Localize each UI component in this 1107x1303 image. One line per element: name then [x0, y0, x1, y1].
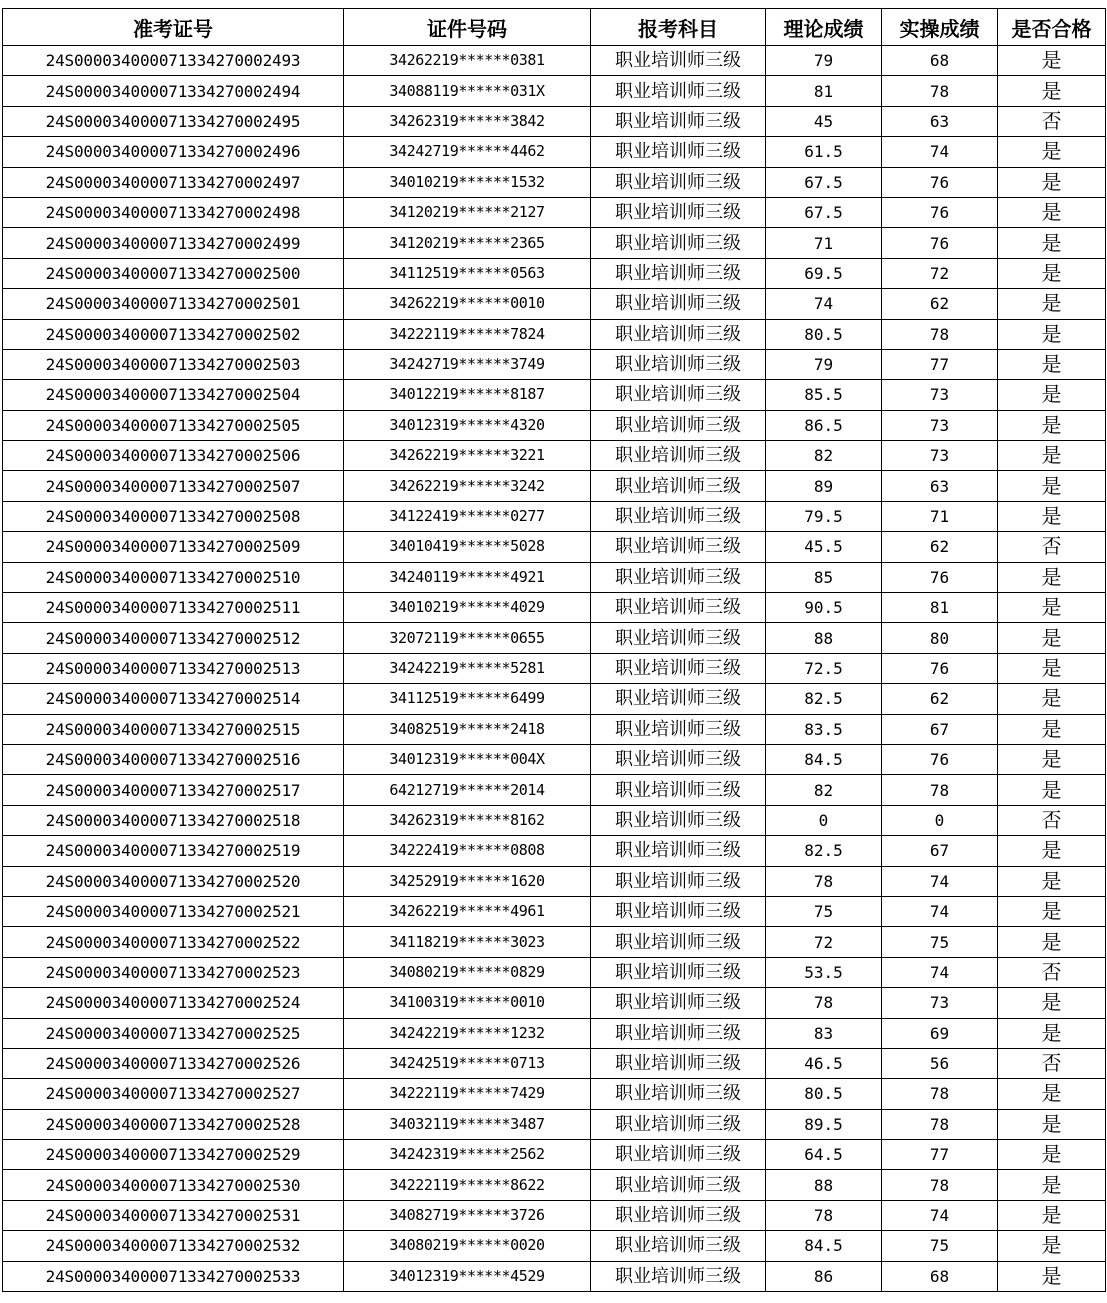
cell-practical-score: 71 — [882, 501, 998, 531]
cell-id-number: 34222419******0808 — [344, 836, 591, 866]
cell-practical-score: 74 — [882, 137, 998, 167]
cell-theory-score: 75 — [766, 896, 882, 926]
cell-practical-score: 76 — [882, 744, 998, 774]
table-row — [3, 927, 1106, 957]
cell-id-number: 34010219******4029 — [344, 593, 591, 623]
cell-subject: 职业培训师三级 — [591, 623, 766, 653]
table-row — [3, 289, 1106, 319]
cell-ticket-number: 24S000034000071334270002499 — [3, 228, 344, 258]
cell-pass-status: 是 — [998, 836, 1106, 866]
cell-id-number: 34120219******2365 — [344, 228, 591, 258]
cell-theory-score: 89 — [766, 471, 882, 501]
cell-id-number: 34088119******031X — [344, 76, 591, 106]
cell-theory-score: 79 — [766, 349, 882, 379]
table-row — [3, 167, 1106, 197]
cell-practical-score: 77 — [882, 1140, 998, 1170]
cell-theory-score: 84.5 — [766, 1231, 882, 1261]
cell-ticket-number: 24S000034000071334270002528 — [3, 1109, 344, 1139]
cell-ticket-number: 24S000034000071334270002502 — [3, 319, 344, 349]
table-row — [3, 896, 1106, 926]
cell-ticket-number: 24S000034000071334270002511 — [3, 593, 344, 623]
cell-ticket-number: 24S000034000071334270002520 — [3, 866, 344, 896]
cell-ticket-number: 24S000034000071334270002523 — [3, 957, 344, 987]
cell-practical-score: 78 — [882, 1170, 998, 1200]
cell-subject: 职业培训师三级 — [591, 471, 766, 501]
cell-theory-score: 79.5 — [766, 501, 882, 531]
cell-id-number: 64212719******2014 — [344, 775, 591, 805]
table-row — [3, 46, 1106, 76]
cell-theory-score: 78 — [766, 866, 882, 896]
cell-ticket-number: 24S000034000071334270002501 — [3, 289, 344, 319]
cell-theory-score: 71 — [766, 228, 882, 258]
cell-pass-status: 是 — [998, 471, 1106, 501]
table-row — [3, 593, 1106, 623]
cell-practical-score: 62 — [882, 684, 998, 714]
cell-id-number: 34122419******0277 — [344, 501, 591, 531]
cell-pass-status: 是 — [998, 410, 1106, 440]
cell-practical-score: 0 — [882, 805, 998, 835]
cell-pass-status: 是 — [998, 441, 1106, 471]
header-ticket-number: 准考证号 — [3, 9, 344, 46]
table-row — [3, 1261, 1106, 1291]
cell-theory-score: 72 — [766, 927, 882, 957]
table-row — [3, 349, 1106, 379]
cell-practical-score: 67 — [882, 714, 998, 744]
cell-id-number: 34032119******3487 — [344, 1109, 591, 1139]
cell-pass-status: 是 — [998, 866, 1106, 896]
cell-ticket-number: 24S000034000071334270002494 — [3, 76, 344, 106]
cell-subject: 职业培训师三级 — [591, 1140, 766, 1170]
cell-subject: 职业培训师三级 — [591, 441, 766, 471]
cell-practical-score: 76 — [882, 228, 998, 258]
cell-pass-status: 是 — [998, 714, 1106, 744]
cell-ticket-number: 24S000034000071334270002514 — [3, 684, 344, 714]
cell-theory-score: 86 — [766, 1261, 882, 1291]
cell-ticket-number: 24S000034000071334270002521 — [3, 896, 344, 926]
cell-theory-score: 80.5 — [766, 1079, 882, 1109]
cell-subject: 职业培训师三级 — [591, 714, 766, 744]
cell-practical-score: 68 — [882, 46, 998, 76]
cell-theory-score: 85 — [766, 562, 882, 592]
cell-practical-score: 73 — [882, 988, 998, 1018]
table-row — [3, 836, 1106, 866]
cell-pass-status: 是 — [998, 380, 1106, 410]
cell-subject: 职业培训师三级 — [591, 532, 766, 562]
cell-practical-score: 78 — [882, 1109, 998, 1139]
table-row — [3, 775, 1106, 805]
table-row — [3, 76, 1106, 106]
cell-theory-score: 45 — [766, 106, 882, 136]
cell-practical-score: 56 — [882, 1048, 998, 1078]
table-row — [3, 1079, 1106, 1109]
cell-ticket-number: 24S000034000071334270002533 — [3, 1261, 344, 1291]
cell-pass-status: 是 — [998, 896, 1106, 926]
cell-theory-score: 80.5 — [766, 319, 882, 349]
table-row — [3, 1018, 1106, 1048]
cell-practical-score: 73 — [882, 410, 998, 440]
cell-id-number: 34112519******6499 — [344, 684, 591, 714]
cell-id-number: 34240119******4921 — [344, 562, 591, 592]
cell-pass-status: 是 — [998, 623, 1106, 653]
cell-ticket-number: 24S000034000071334270002531 — [3, 1200, 344, 1230]
cell-subject: 职业培训师三级 — [591, 197, 766, 227]
cell-ticket-number: 24S000034000071334270002503 — [3, 349, 344, 379]
cell-ticket-number: 24S000034000071334270002507 — [3, 471, 344, 501]
cell-ticket-number: 24S000034000071334270002505 — [3, 410, 344, 440]
cell-subject: 职业培训师三级 — [591, 775, 766, 805]
cell-theory-score: 53.5 — [766, 957, 882, 987]
cell-id-number: 34262219******0010 — [344, 289, 591, 319]
cell-ticket-number: 24S000034000071334270002522 — [3, 927, 344, 957]
table-header — [3, 9, 1106, 46]
cell-subject: 职业培训师三级 — [591, 1261, 766, 1291]
cell-theory-score: 90.5 — [766, 593, 882, 623]
table-row — [3, 501, 1106, 531]
cell-pass-status: 是 — [998, 228, 1106, 258]
table-row — [3, 1200, 1106, 1230]
cell-practical-score: 74 — [882, 957, 998, 987]
cell-ticket-number: 24S000034000071334270002498 — [3, 197, 344, 227]
cell-ticket-number: 24S000034000071334270002513 — [3, 653, 344, 683]
cell-pass-status: 是 — [998, 653, 1106, 683]
cell-id-number: 34262319******8162 — [344, 805, 591, 835]
cell-subject: 职业培训师三级 — [591, 1231, 766, 1261]
cell-subject: 职业培训师三级 — [591, 1048, 766, 1078]
cell-ticket-number: 24S000034000071334270002529 — [3, 1140, 344, 1170]
cell-pass-status: 是 — [998, 988, 1106, 1018]
cell-theory-score: 67.5 — [766, 197, 882, 227]
cell-subject: 职业培训师三级 — [591, 1018, 766, 1048]
cell-practical-score: 78 — [882, 775, 998, 805]
cell-id-number: 34082719******3726 — [344, 1200, 591, 1230]
cell-pass-status: 是 — [998, 137, 1106, 167]
cell-ticket-number: 24S000034000071334270002496 — [3, 137, 344, 167]
cell-id-number: 34222119******7429 — [344, 1079, 591, 1109]
table-row — [3, 988, 1106, 1018]
cell-ticket-number: 24S000034000071334270002527 — [3, 1079, 344, 1109]
header-pass-status: 是否合格 — [998, 9, 1106, 46]
cell-theory-score: 84.5 — [766, 744, 882, 774]
cell-theory-score: 86.5 — [766, 410, 882, 440]
cell-practical-score: 77 — [882, 349, 998, 379]
cell-pass-status: 是 — [998, 289, 1106, 319]
cell-subject: 职业培训师三级 — [591, 76, 766, 106]
cell-subject: 职业培训师三级 — [591, 228, 766, 258]
cell-pass-status: 是 — [998, 46, 1106, 76]
table-row — [3, 1048, 1106, 1078]
cell-pass-status: 是 — [998, 1231, 1106, 1261]
cell-theory-score: 74 — [766, 289, 882, 319]
table-row — [3, 805, 1106, 835]
cell-pass-status: 是 — [998, 562, 1106, 592]
cell-pass-status: 是 — [998, 349, 1106, 379]
table-row — [3, 653, 1106, 683]
cell-theory-score: 88 — [766, 623, 882, 653]
table-row — [3, 623, 1106, 653]
cell-id-number: 34012319******4529 — [344, 1261, 591, 1291]
cell-subject: 职业培训师三级 — [591, 896, 766, 926]
table-row — [3, 197, 1106, 227]
header-theory-score: 理论成绩 — [766, 9, 882, 46]
cell-practical-score: 80 — [882, 623, 998, 653]
cell-theory-score: 46.5 — [766, 1048, 882, 1078]
table-row — [3, 866, 1106, 896]
cell-subject: 职业培训师三级 — [591, 927, 766, 957]
cell-id-number: 34080219******0020 — [344, 1231, 591, 1261]
table-row — [3, 684, 1106, 714]
cell-theory-score: 67.5 — [766, 167, 882, 197]
cell-practical-score: 68 — [882, 1261, 998, 1291]
cell-id-number: 34118219******3023 — [344, 927, 591, 957]
cell-subject: 职业培训师三级 — [591, 957, 766, 987]
cell-pass-status: 是 — [998, 1170, 1106, 1200]
cell-ticket-number: 24S000034000071334270002500 — [3, 258, 344, 288]
cell-ticket-number: 24S000034000071334270002495 — [3, 106, 344, 136]
cell-pass-status: 是 — [998, 684, 1106, 714]
cell-ticket-number: 24S000034000071334270002518 — [3, 805, 344, 835]
cell-theory-score: 78 — [766, 988, 882, 1018]
cell-theory-score: 88 — [766, 1170, 882, 1200]
cell-id-number: 34262219******4961 — [344, 896, 591, 926]
cell-subject: 职业培训师三级 — [591, 137, 766, 167]
cell-ticket-number: 24S000034000071334270002515 — [3, 714, 344, 744]
table-row — [3, 532, 1106, 562]
cell-ticket-number: 24S000034000071334270002509 — [3, 532, 344, 562]
cell-ticket-number: 24S000034000071334270002504 — [3, 380, 344, 410]
cell-subject: 职业培训师三级 — [591, 744, 766, 774]
cell-pass-status: 否 — [998, 805, 1106, 835]
cell-ticket-number: 24S000034000071334270002508 — [3, 501, 344, 531]
cell-practical-score: 62 — [882, 289, 998, 319]
cell-ticket-number: 24S000034000071334270002526 — [3, 1048, 344, 1078]
cell-subject: 职业培训师三级 — [591, 1170, 766, 1200]
cell-pass-status: 是 — [998, 927, 1106, 957]
cell-practical-score: 67 — [882, 836, 998, 866]
cell-ticket-number: 24S000034000071334270002506 — [3, 441, 344, 471]
table-row — [3, 562, 1106, 592]
cell-pass-status: 是 — [998, 593, 1106, 623]
cell-pass-status: 是 — [998, 258, 1106, 288]
cell-practical-score: 75 — [882, 1231, 998, 1261]
cell-ticket-number: 24S000034000071334270002512 — [3, 623, 344, 653]
cell-subject: 职业培训师三级 — [591, 501, 766, 531]
cell-theory-score: 83.5 — [766, 714, 882, 744]
cell-ticket-number: 24S000034000071334270002493 — [3, 46, 344, 76]
cell-id-number: 34242219******5281 — [344, 653, 591, 683]
cell-practical-score: 76 — [882, 167, 998, 197]
header-subject: 报考科目 — [591, 9, 766, 46]
table-row — [3, 957, 1106, 987]
cell-pass-status: 否 — [998, 1048, 1106, 1078]
cell-practical-score: 78 — [882, 1079, 998, 1109]
cell-id-number: 34242719******4462 — [344, 137, 591, 167]
cell-ticket-number: 24S000034000071334270002519 — [3, 836, 344, 866]
table-row — [3, 441, 1106, 471]
cell-pass-status: 是 — [998, 1140, 1106, 1170]
cell-practical-score: 78 — [882, 319, 998, 349]
cell-theory-score: 85.5 — [766, 380, 882, 410]
cell-id-number: 34112519******0563 — [344, 258, 591, 288]
table-row — [3, 319, 1106, 349]
cell-practical-score: 74 — [882, 866, 998, 896]
cell-pass-status: 是 — [998, 1200, 1106, 1230]
cell-ticket-number: 24S000034000071334270002532 — [3, 1231, 344, 1261]
cell-pass-status: 是 — [998, 1261, 1106, 1291]
table-row — [3, 744, 1106, 774]
table-row — [3, 380, 1106, 410]
table-row — [3, 1109, 1106, 1139]
cell-id-number: 34080219******0829 — [344, 957, 591, 987]
cell-id-number: 34222119******8622 — [344, 1170, 591, 1200]
cell-id-number: 34012319******004X — [344, 744, 591, 774]
cell-pass-status: 是 — [998, 197, 1106, 227]
table-row — [3, 410, 1106, 440]
cell-practical-score: 73 — [882, 441, 998, 471]
cell-subject: 职业培训师三级 — [591, 289, 766, 319]
cell-practical-score: 78 — [882, 76, 998, 106]
header-row — [3, 9, 1106, 46]
cell-id-number: 34222119******7824 — [344, 319, 591, 349]
cell-subject: 职业培训师三级 — [591, 593, 766, 623]
cell-practical-score: 62 — [882, 532, 998, 562]
cell-practical-score: 72 — [882, 258, 998, 288]
cell-subject: 职业培训师三级 — [591, 988, 766, 1018]
cell-practical-score: 81 — [882, 593, 998, 623]
cell-subject: 职业培训师三级 — [591, 46, 766, 76]
cell-pass-status: 是 — [998, 76, 1106, 106]
cell-theory-score: 61.5 — [766, 137, 882, 167]
cell-theory-score: 79 — [766, 46, 882, 76]
cell-id-number: 34262219******0381 — [344, 46, 591, 76]
cell-id-number: 34100319******0010 — [344, 988, 591, 1018]
cell-theory-score: 82 — [766, 441, 882, 471]
cell-subject: 职业培训师三级 — [591, 106, 766, 136]
cell-theory-score: 89.5 — [766, 1109, 882, 1139]
cell-subject: 职业培训师三级 — [591, 380, 766, 410]
cell-pass-status: 是 — [998, 1018, 1106, 1048]
cell-theory-score: 69.5 — [766, 258, 882, 288]
header-practical-score: 实操成绩 — [882, 9, 998, 46]
cell-theory-score: 82.5 — [766, 836, 882, 866]
table-row — [3, 258, 1106, 288]
cell-ticket-number: 24S000034000071334270002525 — [3, 1018, 344, 1048]
cell-subject: 职业培训师三级 — [591, 836, 766, 866]
cell-id-number: 34242719******3749 — [344, 349, 591, 379]
cell-subject: 职业培训师三级 — [591, 1079, 766, 1109]
cell-ticket-number: 24S000034000071334270002510 — [3, 562, 344, 592]
cell-ticket-number: 24S000034000071334270002497 — [3, 167, 344, 197]
cell-practical-score: 63 — [882, 471, 998, 501]
cell-theory-score: 0 — [766, 805, 882, 835]
cell-subject: 职业培训师三级 — [591, 805, 766, 835]
cell-id-number: 32072119******0655 — [344, 623, 591, 653]
table-row — [3, 1140, 1106, 1170]
cell-theory-score: 72.5 — [766, 653, 882, 683]
cell-pass-status: 是 — [998, 501, 1106, 531]
table-row — [3, 471, 1106, 501]
cell-practical-score: 75 — [882, 927, 998, 957]
table-row — [3, 1231, 1106, 1261]
cell-practical-score: 74 — [882, 1200, 998, 1230]
cell-id-number: 34012219******8187 — [344, 380, 591, 410]
cell-pass-status: 是 — [998, 319, 1106, 349]
cell-subject: 职业培训师三级 — [591, 684, 766, 714]
cell-subject: 职业培训师三级 — [591, 866, 766, 896]
cell-practical-score: 74 — [882, 896, 998, 926]
cell-theory-score: 82.5 — [766, 684, 882, 714]
cell-ticket-number: 24S000034000071334270002530 — [3, 1170, 344, 1200]
cell-pass-status: 否 — [998, 532, 1106, 562]
results-table — [2, 8, 1106, 1292]
cell-pass-status: 否 — [998, 106, 1106, 136]
cell-id-number: 34262219******3242 — [344, 471, 591, 501]
cell-pass-status: 否 — [998, 957, 1106, 987]
cell-subject: 职业培训师三级 — [591, 319, 766, 349]
cell-ticket-number: 24S000034000071334270002516 — [3, 744, 344, 774]
cell-id-number: 34120219******2127 — [344, 197, 591, 227]
cell-subject: 职业培训师三级 — [591, 410, 766, 440]
cell-id-number: 34252919******1620 — [344, 866, 591, 896]
cell-pass-status: 是 — [998, 1109, 1106, 1139]
table-body — [3, 46, 1106, 1292]
cell-ticket-number: 24S000034000071334270002524 — [3, 988, 344, 1018]
header-id-number: 证件号码 — [344, 9, 591, 46]
cell-practical-score: 76 — [882, 197, 998, 227]
cell-subject: 职业培训师三级 — [591, 258, 766, 288]
cell-practical-score: 76 — [882, 562, 998, 592]
cell-ticket-number: 24S000034000071334270002517 — [3, 775, 344, 805]
cell-subject: 职业培训师三级 — [591, 1109, 766, 1139]
table-row — [3, 137, 1106, 167]
cell-theory-score: 45.5 — [766, 532, 882, 562]
cell-theory-score: 78 — [766, 1200, 882, 1230]
cell-theory-score: 82 — [766, 775, 882, 805]
cell-pass-status: 是 — [998, 167, 1106, 197]
cell-id-number: 34242319******2562 — [344, 1140, 591, 1170]
cell-practical-score: 73 — [882, 380, 998, 410]
cell-practical-score: 63 — [882, 106, 998, 136]
table-row — [3, 1170, 1106, 1200]
cell-subject: 职业培训师三级 — [591, 167, 766, 197]
cell-subject: 职业培训师三级 — [591, 1200, 766, 1230]
cell-pass-status: 是 — [998, 1079, 1106, 1109]
cell-id-number: 34010219******1532 — [344, 167, 591, 197]
cell-id-number: 34262319******3842 — [344, 106, 591, 136]
cell-theory-score: 81 — [766, 76, 882, 106]
cell-practical-score: 69 — [882, 1018, 998, 1048]
cell-id-number: 34082519******2418 — [344, 714, 591, 744]
cell-practical-score: 76 — [882, 653, 998, 683]
cell-id-number: 34242219******1232 — [344, 1018, 591, 1048]
cell-id-number: 34262219******3221 — [344, 441, 591, 471]
cell-id-number: 34012319******4320 — [344, 410, 591, 440]
cell-id-number: 34242519******0713 — [344, 1048, 591, 1078]
table-row — [3, 228, 1106, 258]
cell-theory-score: 83 — [766, 1018, 882, 1048]
cell-pass-status: 是 — [998, 744, 1106, 774]
cell-pass-status: 是 — [998, 775, 1106, 805]
cell-subject: 职业培训师三级 — [591, 653, 766, 683]
cell-id-number: 34010419******5028 — [344, 532, 591, 562]
cell-theory-score: 64.5 — [766, 1140, 882, 1170]
cell-subject: 职业培训师三级 — [591, 562, 766, 592]
cell-subject: 职业培训师三级 — [591, 349, 766, 379]
table-row — [3, 106, 1106, 136]
table-row — [3, 714, 1106, 744]
